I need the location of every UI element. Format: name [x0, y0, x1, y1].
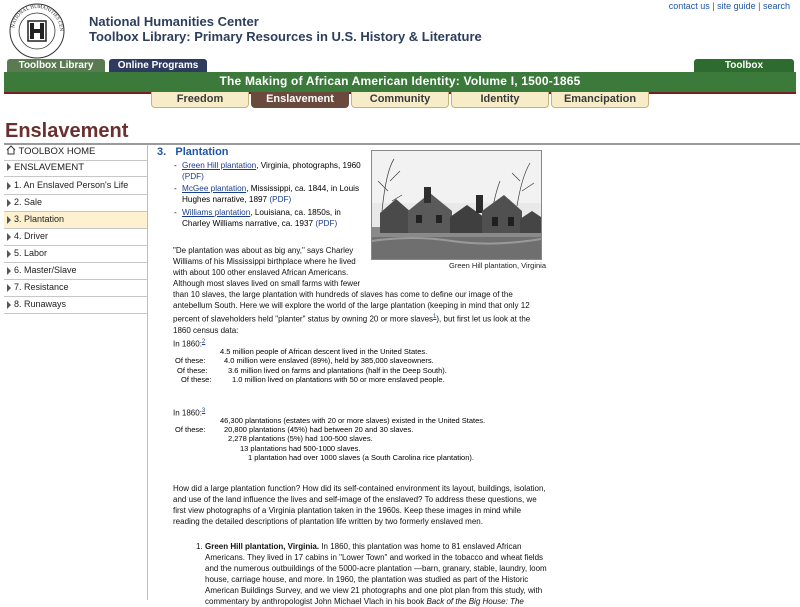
org-header	[89, 14, 482, 44]
stats-2-line: 46,300 plantations (estates with 20 or more slaves) existed in the United States.	[220, 416, 486, 425]
triangle-right-icon	[7, 250, 11, 258]
triangle-right-icon	[7, 267, 11, 275]
stats-of-label: Of these:	[175, 356, 206, 365]
sidebar-item-4[interactable]	[4, 229, 147, 246]
section-tab-community[interactable]: Community	[351, 92, 449, 108]
stats-of-label: Of these:	[181, 375, 212, 384]
intro-paragraph: "De plantation was about as big any," says Charley Williams of his Mississippi birthplace where he lived with about 100 other enslaved African Americans. Although most slaves lived on small farms with fewer	[173, 246, 361, 288]
sidebar-item-label: 7. Resistance	[14, 282, 69, 292]
pdf-link[interactable]: (PDF)	[269, 195, 292, 204]
search-link[interactable]: search	[762, 1, 790, 11]
nhc-logo[interactable]	[8, 2, 66, 60]
stats-1-line: 1.0 million lived on plantations with 50 or more enslaved people.	[232, 375, 445, 384]
sidebar	[4, 145, 148, 600]
sidebar-item-label: 6. Master/Slave	[14, 265, 77, 275]
top-link-sep: |	[755, 1, 763, 11]
sidebar-item-5[interactable]	[4, 246, 147, 263]
sidebar-item-6[interactable]	[4, 263, 147, 280]
resource-item: - Williams plantation, Louisiana, ca. 1850s, in Charley Williams narrative, ca. 1937 (PDF)	[174, 208, 341, 228]
resource-item: - Green Hill plantation, Virginia, photographs, 1960 (PDF)	[174, 161, 361, 181]
sidebar-item-label: 3. Plantation	[14, 214, 65, 224]
stats-1-label: In 1860:$^2$	[173, 339, 206, 349]
sidebar-item-label: 5. Labor	[14, 248, 48, 258]
stats-of-label: Of these:	[177, 366, 208, 375]
section-number: 3.	[157, 146, 167, 158]
resource-item: - McGee plantation, Mississippi, ca. 1844, in Louis Hughes narrative, 1897 (PDF)	[174, 184, 360, 204]
footnote-link[interactable]: 3	[201, 408, 206, 414]
org-subtitle[interactable]: Toolbox Library: Primary Resources in U.S. History & Literature	[89, 29, 482, 44]
top-link-sep: |	[709, 1, 718, 11]
triangle-right-icon	[7, 199, 11, 207]
tab-online-programs[interactable]: Online Programs	[109, 59, 207, 72]
sidebar-item-label: 8. Runaways	[14, 299, 67, 309]
questions-paragraph: How did a large plantation function? How did its self-contained environment its layout, buildings, isolation, and use of the land influence the lives and self-image of the enslaved? To address these questions, we first view photographs of a Virginia plantation taken in the 1960s. Keep these images in mind while reading the detailed descriptions of plantation life written by two formerly enslaved men.	[173, 484, 546, 526]
collection-banner	[4, 72, 796, 94]
footnote-link[interactable]: 1	[433, 314, 437, 320]
stats-2-line: 13 plantations had 500-1000 slaves.	[240, 444, 361, 453]
section-title: Plantation	[175, 146, 229, 158]
section-tab-emancipation[interactable]: Emancipation	[551, 92, 649, 108]
section-tab-freedom[interactable]: Freedom	[151, 92, 249, 108]
tab-toolbox-library[interactable]: Toolbox Library	[7, 59, 105, 72]
list-number: 1.	[196, 542, 203, 551]
triangle-right-icon	[7, 284, 11, 292]
sidebar-item-home[interactable]	[4, 145, 147, 161]
sidebar-item-2[interactable]	[4, 195, 147, 212]
top-links	[669, 1, 790, 11]
stats-1-line: 4.0 million were enslaved (89%), held by 385,000 slaveowners.	[224, 356, 434, 365]
stats-1-line: 4.5 million people of African descent lived in the United States.	[220, 347, 428, 356]
intro-paragraph-cont: than 10 slaves, the large plantation with hundreds of slaves has come to define our image of the antebellum South. Here we will explore the world of the large plantation (keeping in mind that only 12 percent of slaveholders held "planter" status by owning 20 or more slaves$^1$), but first let us look at the 1860 census data:	[173, 290, 531, 335]
stats-of-label: Of these:	[175, 425, 206, 434]
tab-toolbox[interactable]: Toolbox	[694, 59, 794, 72]
pdf-link[interactable]: (PDF)	[182, 172, 204, 181]
sidebar-item-label: 4. Driver	[14, 231, 49, 241]
sidebar-current-label: ENSLAVEMENT	[14, 162, 85, 173]
stats-1-line: 3.6 million lived on farms and plantations (half in the Deep South).	[228, 366, 447, 375]
site-guide-link[interactable]: site guide	[717, 1, 756, 11]
section-heading	[157, 146, 229, 158]
stats-2-line: 2,278 plantations (5%) had 100-500 slaves.	[228, 434, 373, 443]
home-icon	[6, 145, 16, 155]
stats-2-line: 20,800 plantations (45%) had between 20 and 30 slaves.	[224, 425, 414, 434]
sidebar-item-3[interactable]	[4, 212, 147, 229]
sidebar-item-1[interactable]	[4, 178, 147, 195]
logo-ring-text: NATIONAL HUMANITIES CEN	[11, 4, 64, 32]
sidebar-item-8[interactable]	[4, 297, 147, 314]
stats-2-label: In 1860:$^3$	[173, 408, 206, 418]
sidebar-item-label: 2. Sale	[14, 197, 43, 207]
banner-title[interactable]: The Making of African American Identity: Volume I, 1500-1865	[219, 74, 581, 88]
triangle-right-icon	[7, 233, 11, 241]
contact-link[interactable]: contact us	[668, 1, 710, 11]
green-hill-link[interactable]: Green Hill plantation	[182, 161, 257, 170]
photo-caption: Green Hill plantation, Virginia	[449, 261, 546, 270]
footnote-link[interactable]: 2	[201, 339, 206, 345]
mcgee-link[interactable]: McGee plantation	[182, 184, 247, 193]
list-item-green-hill: Green Hill plantation, Virginia. In 1860, this plantation was home to 81 enslaved African Americans. They lived in 17 cabins in "Lower Town" and worked in the tobacco and wheat fields and the numerous outbuildings of the 5000-acre plantation —barn, granary, stable, laundry, loom house, carriage house, and more. In 1960, the plantation was studied as part of the Historic American Buildings Survey, and we view 21 photographs and one plot plan from this study, with commentary by anthropologist John Michael Vlach in his book Back of the Big House: The	[205, 542, 547, 606]
section-tab-identity[interactable]: Identity	[451, 92, 549, 108]
sidebar-item-label: 1. An Enslaved Person's Life	[14, 180, 129, 190]
sidebar-home-label: TOOLBOX HOME	[18, 146, 96, 157]
org-name[interactable]: National Humanities Center	[89, 14, 259, 29]
triangle-right-icon	[7, 216, 11, 224]
sidebar-item-enslavement[interactable]	[4, 161, 147, 177]
pdf-link[interactable]: (PDF)	[315, 219, 338, 228]
williams-link[interactable]: Williams plantation	[182, 208, 251, 217]
plantation-photo[interactable]	[371, 150, 542, 260]
triangle-right-icon	[7, 182, 11, 190]
section-tab-enslavement[interactable]: Enslavement	[251, 92, 349, 108]
triangle-right-icon	[7, 163, 11, 171]
page-title: Enslavement	[5, 120, 129, 142]
stats-2-line: 1 plantation had over 1000 slaves (a South Carolina rice plantation).	[248, 453, 474, 462]
triangle-right-icon	[7, 301, 11, 309]
sidebar-item-7[interactable]	[4, 280, 147, 297]
